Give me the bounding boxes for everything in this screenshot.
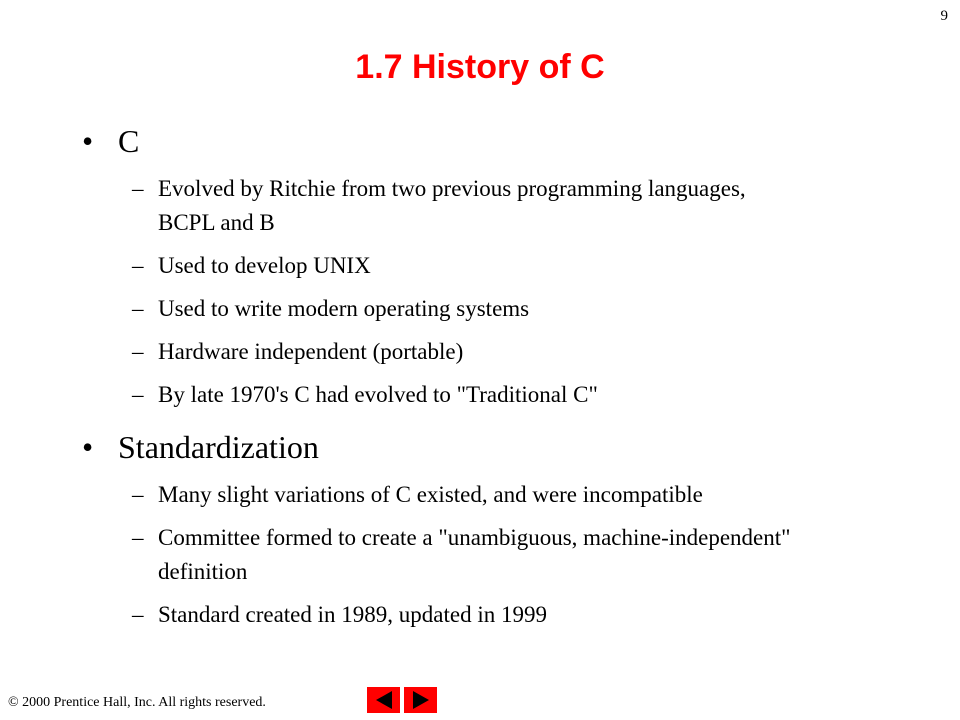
dash: –	[132, 602, 144, 627]
copyright-text: 2000 Prentice Hall, Inc. All rights reserved.	[22, 695, 266, 710]
sub-item-text: Used to develop UNIX	[158, 253, 371, 278]
sub-item-text: Committee formed to create a "unambiguous, machine-independent" definition	[158, 525, 791, 584]
dash: –	[132, 176, 144, 201]
sub-item	[82, 335, 902, 369]
sub-list	[82, 172, 902, 412]
copyright-footer	[8, 695, 266, 711]
bullet-heading-text: Standardization	[118, 429, 319, 465]
sub-item-text: Used to write modern operating systems	[158, 296, 530, 321]
sub-item	[82, 172, 902, 240]
slide-content	[82, 118, 902, 641]
sub-item-text: Standard created in 1989, updated in 1999	[158, 602, 547, 627]
sub-item	[82, 521, 902, 589]
copyright-symbol: ©	[8, 695, 19, 710]
dash: –	[132, 296, 144, 321]
bullet-dot: •	[82, 123, 94, 159]
section-standardization	[82, 424, 902, 632]
sub-item	[82, 478, 902, 512]
dash: –	[132, 482, 144, 507]
bullet-dot: •	[82, 429, 94, 465]
sub-item	[82, 292, 902, 326]
bullet-heading-text: C	[118, 123, 140, 159]
bullet-heading	[82, 424, 902, 470]
left-arrow-icon	[372, 689, 396, 711]
sub-item	[82, 378, 902, 412]
sub-item	[82, 598, 902, 632]
sub-item	[82, 249, 902, 283]
section-c	[82, 118, 902, 412]
slide-title: 1.7 History of C	[355, 48, 605, 86]
slide-navigation	[367, 687, 437, 713]
bullet-heading	[82, 118, 902, 164]
previous-slide-button[interactable]	[367, 687, 400, 713]
right-arrow-icon	[409, 689, 433, 711]
dash: –	[132, 525, 144, 550]
dash: –	[132, 382, 144, 407]
dash: –	[132, 339, 144, 364]
sub-item-text: Evolved by Ritchie from two previous programming languages, BCPL and B	[158, 176, 746, 235]
dash: –	[132, 253, 144, 278]
sub-item-text: Hardware independent (portable)	[158, 339, 464, 364]
next-slide-button[interactable]	[404, 687, 437, 713]
sub-list	[82, 478, 902, 632]
sub-item-text: Many slight variations of C existed, and were incompatible	[158, 482, 703, 507]
page-number: 9	[940, 8, 948, 24]
sub-item-text: By late 1970's C had evolved to "Traditional C"	[158, 382, 598, 407]
